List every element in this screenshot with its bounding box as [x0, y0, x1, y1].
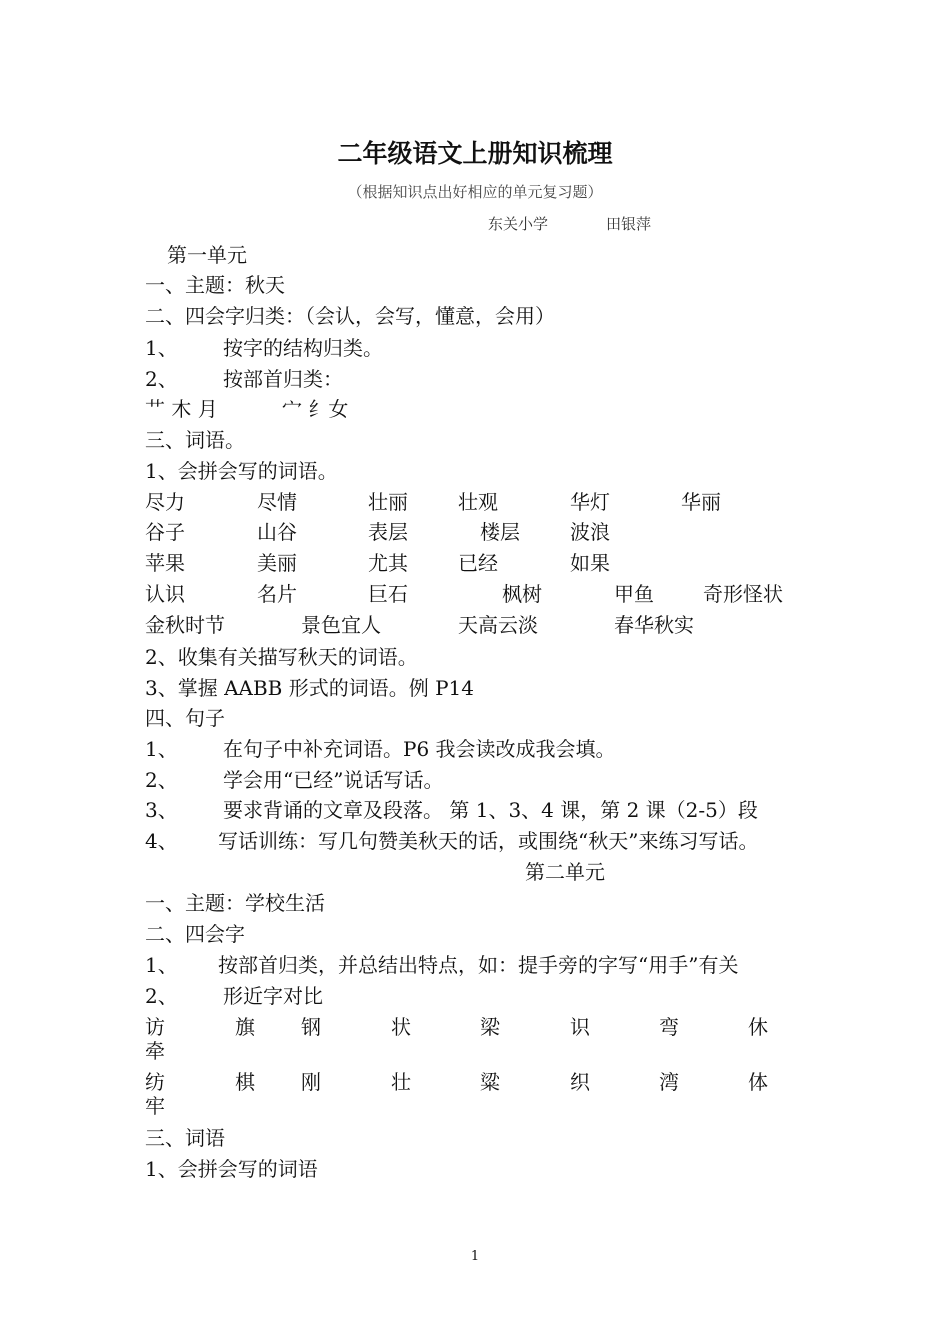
compare-char: 壮	[391, 1070, 411, 1094]
word-cell: 壮丽	[368, 490, 408, 514]
sentence-item-num: 2、	[145, 768, 178, 792]
unit1-chars-item-1-text: 按字的结构归类。	[223, 336, 383, 360]
word-cell: 奇形怪状	[703, 582, 783, 606]
word-cell: 壮观	[458, 490, 498, 514]
word-cell: 尤其	[368, 551, 408, 575]
word-cell: 已经	[458, 551, 498, 575]
word-cell: 金秋时节	[145, 613, 225, 637]
word-cell: 巨石	[368, 582, 408, 606]
compare-char: 休	[748, 1015, 768, 1039]
compare-char: 湾	[659, 1070, 679, 1094]
unit2-heading: 第二单元	[525, 860, 605, 884]
sentence-item-text: 学会用“已经”说话写话。	[223, 768, 444, 792]
page-number: 1	[470, 1249, 480, 1264]
unit1-heading: 第一单元	[167, 243, 247, 267]
compare-char: 粱	[480, 1070, 500, 1094]
unit1-chars-item-1-num: 1、	[145, 336, 178, 360]
sentence-item-text: 写话训练：写几句赞美秋天的话，或围绕“秋天”来练习写话。	[218, 829, 759, 853]
unit2-theme: 一、主题：学校生活	[145, 891, 325, 915]
compare-char: 访	[145, 1015, 165, 1039]
compare-char: 织	[570, 1070, 590, 1094]
word-cell: 表层	[368, 520, 408, 544]
unit2-item-2-text: 形近字对比	[223, 984, 323, 1008]
unit2-item-2-num: 2、	[145, 984, 178, 1008]
compare-char: 牵	[145, 1039, 165, 1063]
word-cell: 山谷	[257, 520, 297, 544]
word-cell: 枫树	[502, 582, 542, 606]
compare-char: 体	[748, 1070, 768, 1094]
unit1-words-item-2: 2、收集有关描写秋天的词语。	[145, 645, 418, 669]
word-cell: 尽情	[257, 490, 297, 514]
unit1-words-title: 三、词语。	[145, 428, 245, 452]
unit2-item-1-num: 1、	[145, 953, 178, 977]
radicals-right: 宀 纟女	[282, 397, 349, 421]
sentence-item-text: 要求背诵的文章及段落。 第 1、3、4 课，第 2 课（2-5）段	[223, 798, 758, 822]
compare-char: 棋	[235, 1070, 255, 1094]
author-name: 田银萍	[606, 215, 652, 233]
compare-char: 纺	[145, 1070, 165, 1094]
compare-char: 识	[570, 1015, 590, 1039]
radicals-left: 艹 木 月	[145, 397, 218, 421]
word-cell: 名片	[257, 582, 297, 606]
compare-char: 刚	[301, 1070, 321, 1094]
word-cell: 尽力	[145, 490, 185, 514]
word-cell: 春华秋实	[614, 613, 694, 637]
unit1-words-item-1: 1、会拼会写的词语。	[145, 459, 338, 483]
unit2-words-item-1: 1、会拼会写的词语	[145, 1157, 318, 1181]
unit2-chars-title: 二、四会字	[145, 922, 245, 946]
unit2-item-1-text: 按部首归类，并总结出特点，如：提手旁的字写“用手”有关	[218, 953, 739, 977]
word-cell: 天高云淡	[458, 613, 538, 637]
compare-char: 状	[391, 1015, 411, 1039]
unit1-chars-title: 二、四会字归类：（会认，会写，懂意，会用）	[145, 304, 555, 328]
page-subtitle: （根据知识点出好相应的单元复习题）	[347, 183, 603, 201]
word-cell: 谷子	[145, 520, 185, 544]
compare-char: 牢	[145, 1094, 165, 1118]
unit1-theme: 一、主题：秋天	[145, 273, 285, 297]
sentence-item-num: 4、	[145, 829, 178, 853]
word-cell: 美丽	[257, 551, 297, 575]
compare-char: 旗	[235, 1015, 255, 1039]
word-cell: 华灯	[570, 490, 610, 514]
word-cell: 波浪	[570, 520, 610, 544]
unit1-words-item-3: 3、掌握 AABB 形式的词语。例 P14	[145, 676, 474, 700]
sentence-item-num: 3、	[145, 798, 178, 822]
page-title: 二年级语文上册知识梳理	[337, 139, 613, 168]
unit2-words-title: 三、词语	[145, 1126, 225, 1150]
word-cell: 认识	[145, 582, 185, 606]
sentence-item-num: 1、	[145, 737, 178, 761]
sentence-item-text: 在句子中补充词语。P6 我会读改成我会填。	[223, 737, 616, 761]
unit1-chars-item-2-num: 2、	[145, 367, 178, 391]
compare-char: 梁	[480, 1015, 500, 1039]
unit1-sentences-title: 四、句子	[145, 706, 225, 730]
compare-char: 弯	[659, 1015, 679, 1039]
word-cell: 景色宜人	[301, 613, 381, 637]
word-cell: 楼层	[480, 520, 520, 544]
word-cell: 苹果	[145, 551, 185, 575]
unit1-chars-item-2-text: 按部首归类：	[223, 367, 343, 391]
compare-char: 钢	[301, 1015, 321, 1039]
school-name: 东关小学	[488, 215, 549, 233]
word-cell: 甲鱼	[614, 582, 654, 606]
word-cell: 如果	[570, 551, 610, 575]
word-cell: 华丽	[681, 490, 721, 514]
